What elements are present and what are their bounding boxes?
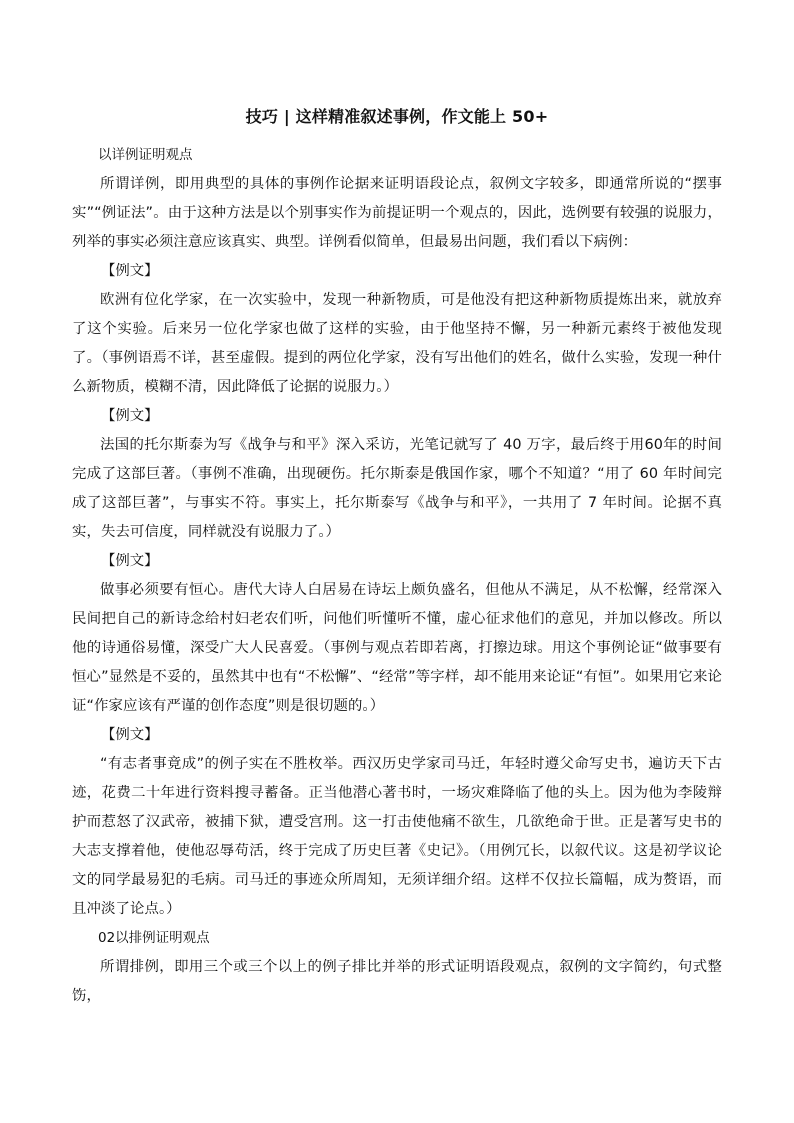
example-4-text: “有志者事竟成”的例子实在不胜枚举。西汉历史学家司马迁，年轻时遵父命写史书，遍访天下古迹，花费二十年进行资料搜寻蓄备。正当他潜心著书时，一场灾难降临了他的头上。因为他为李陵辩护而惹怒了汉武帝，被捕下狱，遭受宫刑。这一打击使他痛不欲生，几欲绝命于世。正是著写史书的大志支撑着他，使他忍辱苟活，终于完成了历史巨著《史记》。（用例冗长，以叙代议。这是初学议论文的同学最易犯的毛病。司马迁的事迹众所周知，无须详细介绍。这样不仅拉长篇幅，成为赘语，而且冲淡了论点。） (72, 756, 722, 917)
example-2-text: 法国的托尔斯泰为写《战争与和平》深入采访，光笔记就写了 40 万字，最后终于用60年的时间完成了这部巨著。（事例不准确，出现硬伤。托尔斯泰是俄国作家，哪个不知道？“用了 60 年时间完成了这部巨著”，与事实不符。事实上，托尔斯泰写《战争与和平》，一共用了 7 年时间。论据不真实，失去可信度，同样就没有说服力了。） (72, 437, 722, 540)
section-1-intro: 所谓详例，即用典型的具体的事例作论据来证明语段论点，叙例文字较多，即通常所说的“摆事实”“例证法”。由于这种方法是以个别事实作为前提证明一个观点的，因此，选例要有较强的说服力，列举的事实必须注意应该真实、典型。详例看似简单，但最易出问题，我们看以下病例： (72, 176, 722, 250)
section-2-heading: 02以排例证明观点 (98, 930, 210, 946)
example-2-label: 【例文】 (101, 408, 159, 424)
example-3-label: 【例文】 (101, 553, 159, 569)
section-1-heading: 以详例证明观点 (98, 147, 193, 163)
example-1-label: 【例文】 (101, 263, 159, 279)
article-title: 技巧 | 这样精准叙述事例，作文能上 50+ (245, 107, 549, 126)
example-1-text: 欧洲有位化学家，在一次实验中，发现一种新物质，可是他没有把这种新物质提炼出来，就放弃了这个实验。后来另一位化学家也做了这样的实验，由于他坚持不懈，另一种新元素终于被他发现了。（事例语焉不详，甚至虚假。提到的两位化学家，没有写出他们的姓名，做什么实验，发现一种什么新物质，模糊不清，因此降低了论据的说服力。） (72, 292, 722, 395)
example-3-text: 做事必须要有恒心。唐代大诗人白居易在诗坛上颇负盛名，但他从不满足，从不松懈，经常深入民间把自己的新诗念给村妇老农们听，问他们听懂听不懂，虚心征求他们的意见，并加以修改。所以他的诗通俗易懂，深受广大人民喜爱。（事例与观点若即若离，打擦边球。用这个事例论证“做事要有恒心”显然是不妥的，虽然其中也有“不松懈”、“经常”等字样，却不能用来论证“有恒”。如果用它来论证“作家应该有严谨的创作态度”则是很切题的。） (72, 582, 722, 714)
article-body (72, 141, 722, 1011)
section-2-intro: 所谓排例，即用三个或三个以上的例子排比并举的形式证明语段观点，叙例的文字简约，句式整饬， (72, 959, 722, 1004)
example-4-label: 【例文】 (101, 727, 159, 743)
